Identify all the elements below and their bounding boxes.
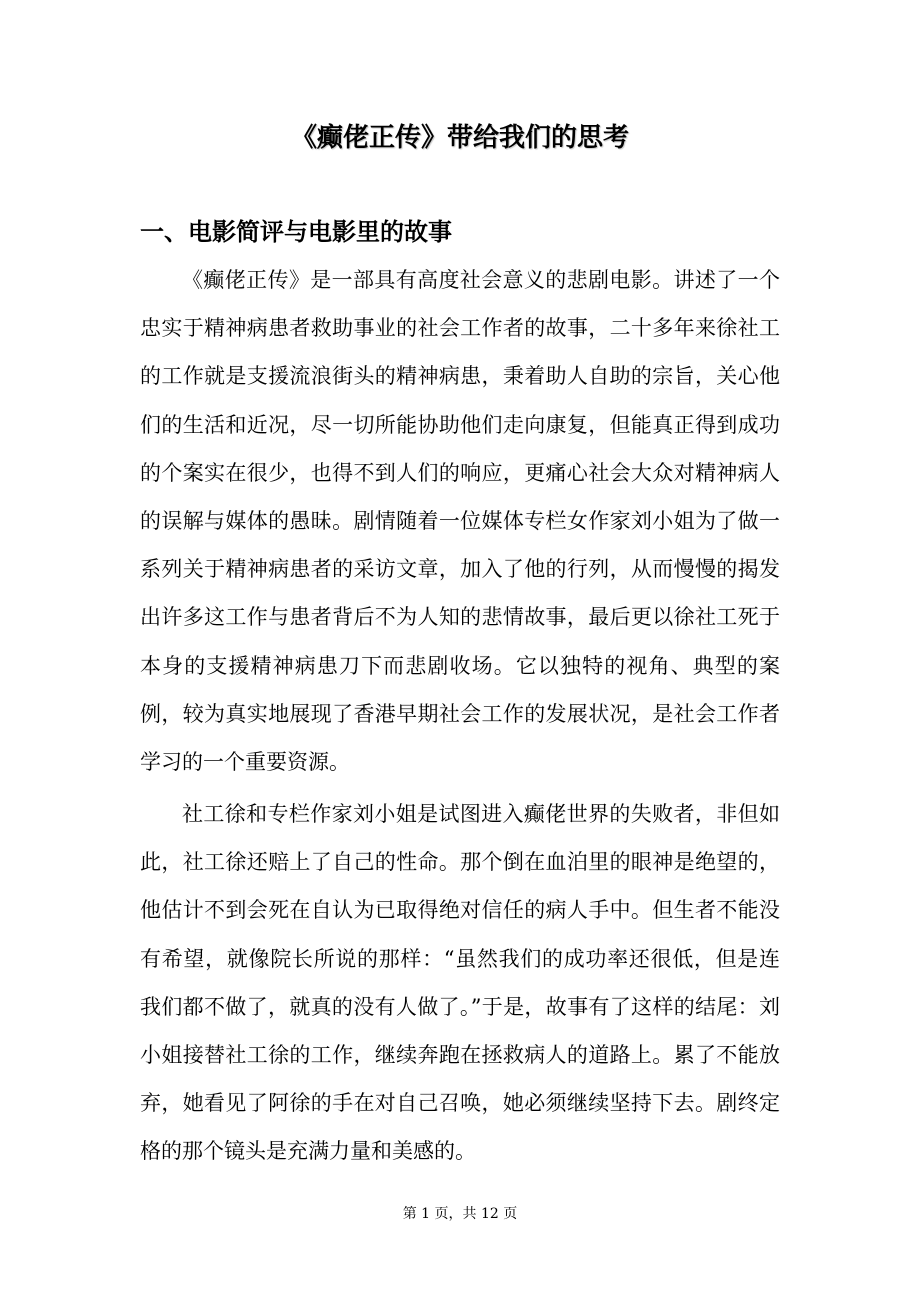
body-paragraph-block-2 xyxy=(140,790,780,1176)
section-heading: 一、电影简评与电影里的故事 xyxy=(140,218,452,246)
document-title: 《癫佬正传》带给我们的思考 xyxy=(290,123,629,153)
page-number-footer: 第 1 页，共 12 页 xyxy=(402,1206,518,1222)
body-paragraph-block-1 xyxy=(140,256,780,786)
body-paragraph: 《癫佬正传》是一部具有高度社会意义的悲剧电影。讲述了一个忠实于精神病患者救助事业的社会工作者的故事，二十多年来徐社工的工作就是支援流浪街头的精神病患，秉着助人自助的宗旨，关心他们的生活和近况，尽一切所能协助他们走向康复，但能真正得到成功的个案实在很少，也得不到人们的响应，更痛心社会大众对精神病人的误解与媒体的愚昧。剧情随着一位媒体专栏女作家刘小姐为了做一系列关于精神病患者的采访文章，加入了他的行列，从而慢慢的揭发出许多这工作与患者背后不为人知的悲情故事，最后更以徐社工死于本身的支援精神病患刀下而悲剧收场。它以独特的视角、典型的案例，较为真实地展现了香港早期社会工作的发展状况，是社会工作者学习的一个重要资源。 xyxy=(140,268,780,775)
body-paragraph: 社工徐和专栏作家刘小姐是试图进入癫佬世界的失败者，非但如此，社工徐还赔上了自己的性命。那个倒在血泊里的眼神是绝望的，他估计不到会死在自认为已取得绝对信任的病人手中。但生者不能没有希望，就像院长所说的那样：“虽然我们的成功率还很低，但是连我们都不做了，就真的没有人做了。”于是，故事有了这样的结尾：刘小姐接替社工徐的工作，继续奔跑在拯救病人的道路上。累了不能放弃，她看见了阿徐的手在对自己召唤，她必须继续坚持下去。剧终定格的那个镜头是充满力量和美感的。 xyxy=(140,802,780,1164)
